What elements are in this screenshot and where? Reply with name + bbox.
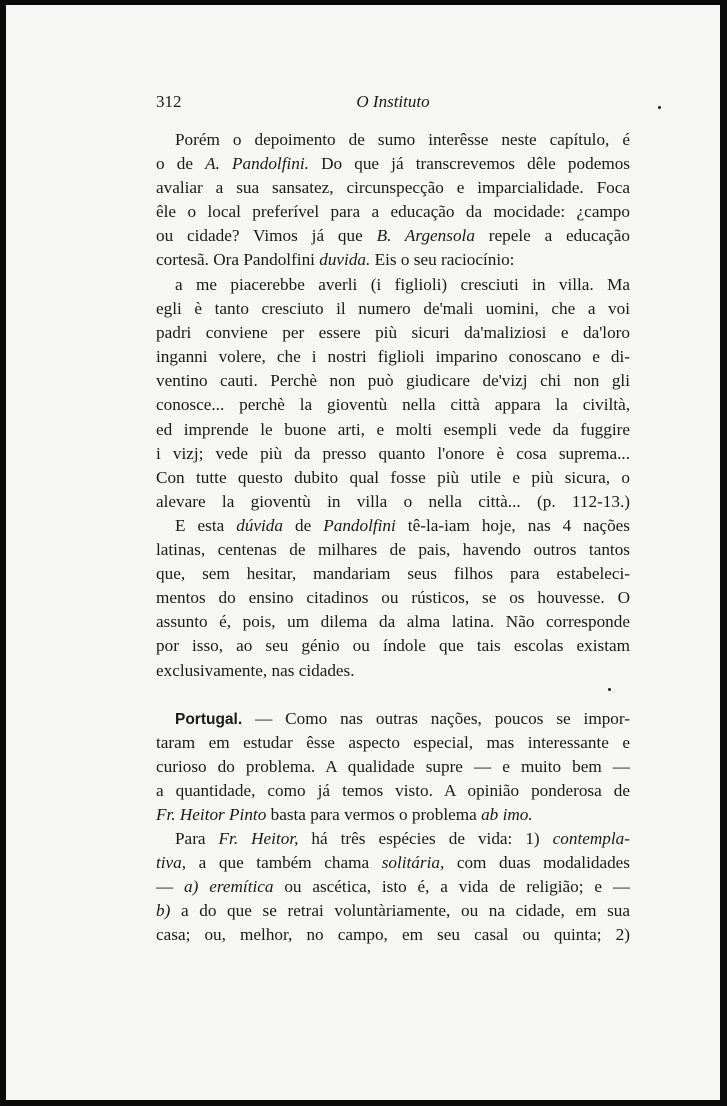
paragraph-fr-heitor xyxy=(156,827,630,947)
ink-speck xyxy=(608,688,611,691)
text-line: exclusivamente, nas cidades. xyxy=(156,660,355,680)
text-line: i vizj; vede più da presso quanto l'onore è cosa suprema... xyxy=(156,443,630,463)
text-line: latinas, centenas de milhares de pais, havendo outros tantos xyxy=(156,540,630,560)
text-line: Portugal. — Como nas outras nações, poucos se impor- xyxy=(175,709,630,728)
text-line: assunto é, pois, um dilema da alma latina. Não corresponde xyxy=(156,612,630,632)
text-line: egli è tanto cresciuto il numero de'mali uomini, che a voi xyxy=(156,299,630,319)
text-line: êle o local preferível para a educação da mocidade: ¿campo xyxy=(156,202,630,222)
section-heading: Portugal. xyxy=(175,711,243,728)
italian-quotation xyxy=(156,273,630,514)
text-line: E esta dúvida de Pandolfini tê-la-iam hoje, nas 4 nações xyxy=(175,516,630,535)
ink-speck xyxy=(658,106,661,109)
text-line: alevare la gioventù in villa o nella città... (p. 112-13.) xyxy=(156,491,630,511)
text-line: casa; ou, melhor, no campo, em seu casal ou quinta; 2) xyxy=(156,925,630,945)
text-line: Para Fr. Heitor, há três espécies de vida: 1) contempla- xyxy=(175,829,630,848)
text-line: padri conviene per essere più sicuri da'maliziosi e da'loro xyxy=(156,323,630,343)
running-title: O Instituto xyxy=(356,92,430,111)
text-line: — a) eremítica ou ascética, isto é, a vida de religião; e — xyxy=(156,877,630,897)
text-line: avaliar a sua sansatez, circunspecção e imparcialidade. Foca xyxy=(156,178,630,198)
text-line: b) a do que se retrai voluntàriamente, ou na cidade, em sua xyxy=(156,901,630,921)
text-line: ventino cauti. Perchè non può giudicare de'vizj chi non gli xyxy=(156,371,630,391)
text-line: o de A. Pandolfini. Do que já transcrevemos dêle podemos xyxy=(156,154,630,174)
text-line: que, sem hesitar, mandariam seus filhos para estabeleci- xyxy=(156,564,630,584)
text-line: Porém o depoimento de sumo interêsse neste capítulo, é xyxy=(175,130,630,149)
paragraph-portugal xyxy=(156,707,630,827)
text-line: cortesã. Ora Pandolfini duvida. Eis o seu raciocínio: xyxy=(156,250,515,270)
paragraph-pandolfini xyxy=(156,128,630,273)
text-line: mentos do ensino citadinos ou rústicos, se os houvesse. O xyxy=(156,588,630,608)
text-line: curioso do problema. A qualidade supre — e muito bem — xyxy=(156,757,630,777)
page-header xyxy=(156,92,630,116)
text-line: Fr. Heitor Pinto basta para vermos o problema ab imo. xyxy=(156,805,533,825)
text-line: conosce... perchè la gioventù nella città appara la civiltà, xyxy=(156,395,630,415)
text-line: a quantidade, como já temos visto. A opinião ponderosa de xyxy=(156,781,630,801)
paragraph-duvida xyxy=(156,514,630,683)
text-line: Con tutte questo dubito qual fosse più utile e più sicura, o xyxy=(156,467,630,487)
page-number: 312 xyxy=(156,92,182,111)
text-line: inganni volere, che i nostri figlioli imparino conoscano e di- xyxy=(156,347,630,367)
text-line: taram em estudar êsse aspecto especial, mas interessante e xyxy=(156,733,630,753)
text-line: a me piacerebbe averli (i figlioli) cresciuti in villa. Ma xyxy=(175,275,630,294)
text-line: ed imprende le buone arti, e molti esempli vede da fuggire xyxy=(156,419,630,439)
text-line: por isso, ao seu génio ou índole que tais escolas existam xyxy=(156,636,630,656)
text-line: tiva, a que também chama solitária, com duas modalidades xyxy=(156,853,630,873)
text-line: ou cidade? Vimos já que B. Argensola repele a educação xyxy=(156,226,630,246)
